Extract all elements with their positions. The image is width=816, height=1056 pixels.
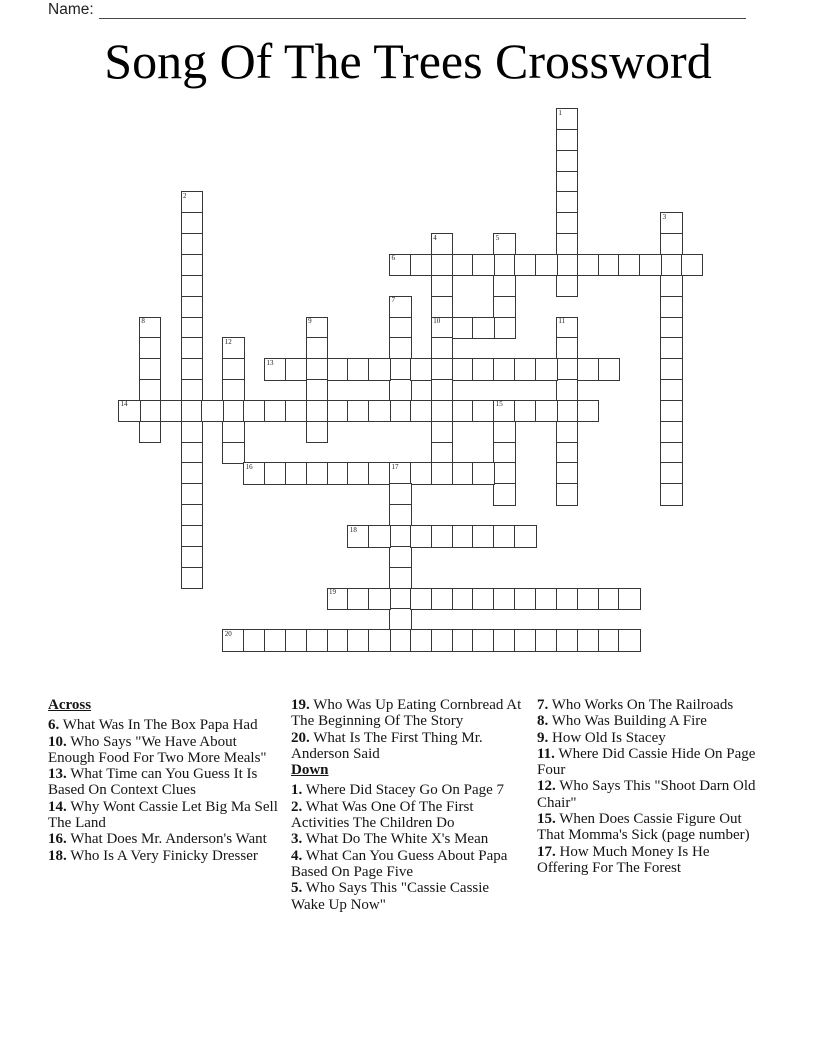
grid-cell[interactable] — [306, 317, 329, 340]
clue-item: 7. Who Works On The Railroads — [537, 697, 734, 713]
clue-item: 20. What Is The First Thing Mr. Anderson Said — [291, 729, 483, 762]
grid-cell[interactable] — [389, 337, 412, 360]
grid-cell[interactable] — [577, 358, 600, 381]
cell-number: 15 — [495, 400, 503, 409]
grid-cell[interactable] — [639, 254, 662, 277]
grid-cell[interactable] — [222, 629, 245, 652]
grid-cell[interactable] — [452, 254, 475, 277]
grid-cell[interactable] — [431, 588, 454, 611]
grid-cell[interactable] — [660, 421, 683, 444]
grid-cell[interactable] — [389, 567, 412, 590]
grid-cell[interactable] — [285, 400, 308, 423]
grid-cell[interactable] — [452, 525, 475, 548]
grid-cell[interactable] — [514, 588, 537, 611]
cell-number: 6 — [391, 254, 396, 263]
clues-column-3 — [537, 697, 762, 876]
grid-cell[interactable] — [389, 379, 412, 402]
grid-cell[interactable] — [556, 379, 579, 402]
grid-cell[interactable] — [327, 629, 350, 652]
grid-cell[interactable] — [306, 358, 329, 381]
grid-cell[interactable] — [472, 629, 495, 652]
grid-cell[interactable] — [410, 254, 433, 277]
grid-cell[interactable] — [472, 317, 495, 340]
clue-number: 6. — [48, 717, 60, 734]
grid-cell[interactable] — [472, 400, 495, 423]
grid-cell[interactable] — [285, 462, 308, 485]
cell-number: 17 — [391, 462, 399, 471]
grid-cell[interactable] — [556, 233, 579, 256]
cell-number: 8 — [141, 317, 145, 325]
grid-cell[interactable] — [493, 400, 516, 423]
cell-number: 7 — [391, 296, 396, 305]
grid-cell[interactable] — [660, 317, 683, 340]
grid-cell[interactable] — [389, 483, 412, 506]
grid-cell[interactable] — [535, 358, 558, 381]
grid-cell[interactable] — [181, 504, 204, 527]
grid-cell[interactable] — [452, 588, 475, 611]
grid-cell[interactable] — [389, 588, 412, 611]
grid-cell[interactable] — [181, 212, 204, 235]
grid-cell[interactable] — [660, 275, 683, 298]
grid-cell[interactable] — [431, 337, 454, 360]
grid-cell[interactable] — [556, 337, 579, 360]
grid-cell[interactable] — [431, 462, 454, 485]
grid-cell[interactable] — [410, 588, 433, 611]
clue-list-header: Down — [291, 762, 329, 779]
clue-number: 18. — [48, 847, 67, 864]
grid-cell[interactable] — [264, 629, 287, 652]
grid-cell[interactable] — [660, 254, 683, 277]
grid-cell[interactable] — [452, 629, 475, 652]
grid-cell[interactable] — [389, 462, 412, 485]
cell-number: 2 — [183, 191, 187, 200]
grid-cell[interactable] — [660, 212, 683, 235]
grid-cell[interactable] — [139, 358, 162, 381]
cell-number: 4 — [433, 233, 437, 242]
grid-cell[interactable] — [660, 358, 683, 381]
grid-cell[interactable] — [389, 525, 412, 548]
name-label: Name: — [48, 1, 94, 18]
clue-item: 17. How Much Money Is He Offering For The Forest — [537, 843, 710, 876]
clue-number: 13. — [48, 766, 67, 783]
grid-cell[interactable] — [556, 150, 579, 173]
grid-cell[interactable] — [556, 358, 579, 381]
grid-cell[interactable] — [493, 421, 516, 444]
cell-number: 12 — [224, 337, 232, 346]
clue-number: 10. — [48, 733, 67, 750]
grid-cell[interactable] — [577, 400, 600, 423]
grid-cell[interactable] — [347, 588, 370, 611]
grid-cell[interactable] — [368, 588, 391, 611]
grid-cell[interactable] — [327, 400, 350, 423]
grid-cell[interactable] — [139, 337, 162, 360]
grid-cell[interactable] — [243, 400, 266, 423]
grid-cell[interactable] — [181, 546, 204, 569]
grid-cell[interactable] — [243, 462, 266, 485]
grid-cell[interactable] — [431, 629, 454, 652]
grid-cell[interactable] — [556, 442, 579, 465]
grid-cell[interactable] — [556, 462, 579, 485]
grid-cell[interactable] — [493, 358, 516, 381]
clue-number: 16. — [48, 831, 67, 848]
clue-item: 13. What Time can You Guess It Is Based On Context Clues — [48, 766, 258, 799]
grid-cell[interactable] — [556, 629, 579, 652]
grid-cell[interactable] — [389, 546, 412, 569]
grid-cell[interactable] — [222, 400, 245, 423]
grid-cell[interactable] — [160, 400, 183, 423]
grid-cell[interactable] — [618, 629, 641, 652]
clue-item: 14. Why Wont Cassie Let Big Ma Sell The Land — [48, 798, 278, 832]
grid-cell[interactable] — [493, 629, 516, 652]
grid-cell[interactable] — [222, 337, 245, 360]
clue-item: 2. What Was One Of The First Activities The Children Do — [291, 798, 474, 832]
clue-number: 11. — [537, 745, 555, 762]
grid-cell[interactable] — [452, 317, 475, 340]
page-title: Song Of The Trees Crossword — [104, 33, 712, 89]
grid-cell[interactable] — [514, 629, 537, 652]
grid-cell[interactable] — [431, 358, 454, 381]
cell-number: 9 — [308, 317, 312, 325]
grid-cell[interactable] — [201, 400, 224, 423]
cell-number: 11 — [558, 317, 566, 325]
grid-cell[interactable] — [306, 629, 329, 652]
grid-cell[interactable] — [514, 525, 537, 548]
grid-cell[interactable] — [431, 525, 454, 548]
clue-number: 2. — [291, 798, 303, 815]
grid-cell[interactable] — [410, 462, 433, 485]
grid-cell[interactable] — [306, 400, 329, 423]
grid-cell[interactable] — [389, 400, 412, 423]
grid-cell[interactable] — [514, 358, 537, 381]
clue-number: 7. — [537, 697, 549, 713]
grid-cell[interactable] — [660, 296, 683, 319]
grid-cell[interactable] — [181, 567, 204, 590]
grid-cell[interactable] — [139, 421, 162, 444]
cell-number: 18 — [349, 525, 357, 534]
grid-cell[interactable] — [306, 379, 329, 402]
grid-cell[interactable] — [660, 442, 683, 465]
grid-cell[interactable] — [472, 358, 495, 381]
grid-cell[interactable] — [452, 400, 475, 423]
grid-cell[interactable] — [181, 379, 204, 402]
clue-number: 8. — [537, 713, 549, 730]
grid-cell[interactable] — [556, 275, 579, 298]
grid-cell[interactable] — [389, 358, 412, 381]
grid-cell[interactable] — [472, 462, 495, 485]
grid-cell[interactable] — [493, 254, 516, 277]
grid-cell[interactable] — [327, 462, 350, 485]
grid-cell[interactable] — [472, 254, 495, 277]
grid-cell[interactable] — [347, 462, 370, 485]
grid-cell[interactable] — [181, 317, 204, 340]
clue-number: 9. — [537, 729, 549, 746]
grid-cell[interactable] — [556, 171, 579, 194]
grid-cell[interactable] — [577, 588, 600, 611]
grid-cell[interactable] — [181, 525, 204, 548]
grid-cell[interactable] — [452, 358, 475, 381]
grid-cell[interactable] — [556, 212, 579, 235]
grid-cell[interactable] — [598, 254, 621, 277]
grid-cell[interactable] — [493, 588, 516, 611]
clue-item: 15. When Does Cassie Figure Out That Momma's Sick (page number) — [537, 811, 750, 844]
grid-cell[interactable] — [181, 337, 204, 360]
grid-cell[interactable] — [139, 317, 162, 340]
grid-cell[interactable] — [264, 358, 287, 381]
grid-cell[interactable] — [264, 400, 287, 423]
grid-cell[interactable] — [181, 421, 204, 444]
clue-number: 5. — [291, 880, 303, 897]
grid-cell[interactable] — [389, 629, 412, 652]
grid-cell[interactable] — [660, 483, 683, 506]
grid-cell[interactable] — [493, 462, 516, 485]
grid-cell[interactable] — [660, 379, 683, 402]
clues-column-1 — [48, 697, 284, 864]
grid-cell[interactable] — [347, 629, 370, 652]
clue-item: 1. Where Did Stacey Go On Page 7 — [291, 782, 505, 799]
cell-number: 14 — [120, 400, 128, 409]
grid-cell[interactable] — [535, 629, 558, 652]
grid-cell[interactable] — [598, 358, 621, 381]
grid-cell[interactable] — [181, 191, 204, 214]
clue-number: 3. — [291, 831, 303, 848]
grid-cell[interactable] — [306, 462, 329, 485]
grid-cell[interactable] — [431, 421, 454, 444]
cell-number: 19 — [329, 588, 336, 597]
grid-cell[interactable] — [222, 358, 245, 381]
grid-cell[interactable] — [368, 462, 391, 485]
grid-cell[interactable] — [556, 108, 579, 131]
grid-cell[interactable] — [452, 462, 475, 485]
grid-cell[interactable] — [681, 254, 704, 277]
grid-cell[interactable] — [618, 254, 641, 277]
grid-cell[interactable] — [410, 400, 433, 423]
grid-cell[interactable] — [431, 317, 454, 340]
cell-number: 16 — [245, 462, 253, 471]
clue-list-header: Across — [48, 697, 92, 713]
grid-cell[interactable] — [181, 233, 204, 256]
grid-cell[interactable] — [139, 400, 162, 423]
clue-number: 12. — [537, 778, 556, 795]
grid-cell[interactable] — [181, 400, 204, 423]
grid-cell[interactable] — [431, 379, 454, 402]
grid-cell[interactable] — [368, 629, 391, 652]
grid-cell[interactable] — [222, 442, 245, 465]
grid-cell[interactable] — [181, 296, 204, 319]
grid-cell[interactable] — [347, 525, 370, 548]
grid-cell[interactable] — [368, 400, 391, 423]
grid-cell[interactable] — [389, 296, 412, 319]
grid-cell[interactable] — [347, 400, 370, 423]
grid-cell[interactable] — [556, 317, 579, 340]
clue-number: 4. — [291, 847, 303, 864]
grid-cell[interactable] — [431, 275, 454, 298]
grid-cell[interactable] — [535, 588, 558, 611]
grid-cell[interactable] — [431, 233, 454, 256]
clue-item: 5. Who Says This "Cassie Cassie Wake Up Now" — [291, 880, 490, 913]
grid-cell[interactable] — [181, 442, 204, 465]
grid-cell[interactable] — [285, 629, 308, 652]
grid-cell[interactable] — [368, 358, 391, 381]
clue-item: 3. What Do The White X's Mean — [291, 831, 489, 848]
clue-item: 10. Who Says "We Have About Enough Food For Two More Meals" — [48, 733, 267, 766]
grid-cell[interactable] — [410, 358, 433, 381]
grid-cell[interactable] — [556, 588, 579, 611]
grid-cell[interactable] — [598, 629, 621, 652]
grid-cell[interactable] — [556, 191, 579, 214]
clue-number: 20. — [291, 729, 310, 746]
cell-number: 10 — [433, 317, 441, 325]
grid-cell[interactable] — [556, 400, 579, 423]
clue-item: 4. What Can You Guess About Papa Based On Page Five — [291, 847, 508, 880]
cell-number: 13 — [266, 358, 274, 367]
name-input-line[interactable] — [99, 0, 746, 19]
grid-cell[interactable] — [556, 421, 579, 444]
clue-number: 1. — [291, 782, 303, 799]
clue-item: 9. How Old Is Stacey — [537, 729, 666, 746]
grid-cell[interactable] — [222, 379, 245, 402]
grid-cell[interactable] — [222, 421, 245, 444]
clue-item: 6. What Was In The Box Papa Had — [48, 717, 258, 734]
clue-item: 11. Where Did Cassie Hide On Page Four — [537, 745, 756, 779]
grid-cell[interactable] — [389, 317, 412, 340]
clue-number: 17. — [537, 843, 556, 860]
grid-cell[interactable] — [389, 254, 412, 277]
grid-cell[interactable] — [598, 588, 621, 611]
grid-cell[interactable] — [493, 442, 516, 465]
grid-cell[interactable] — [410, 629, 433, 652]
grid-cell[interactable] — [389, 504, 412, 527]
grid-cell[interactable] — [431, 442, 454, 465]
grid-cell[interactable] — [243, 629, 266, 652]
crossword-grid — [118, 108, 706, 654]
clue-item: 18. Who Is A Very Finicky Dresser — [48, 847, 258, 864]
grid-cell[interactable] — [618, 588, 641, 611]
grid-cell[interactable] — [472, 588, 495, 611]
grid-cell[interactable] — [306, 337, 329, 360]
cell-number: 5 — [495, 233, 500, 242]
grid-cell[interactable] — [431, 296, 454, 319]
grid-cell[interactable] — [493, 233, 516, 256]
grid-cell[interactable] — [577, 629, 600, 652]
grid-cell[interactable] — [118, 400, 141, 423]
grid-cell[interactable] — [660, 233, 683, 256]
grid-cell[interactable] — [139, 379, 162, 402]
grid-cell[interactable] — [493, 483, 516, 506]
grid-cell[interactable] — [389, 608, 412, 631]
grid-cell[interactable] — [556, 254, 579, 277]
cell-number: 20 — [224, 629, 232, 638]
clue-item: 8. Who Was Building A Fire — [537, 713, 707, 730]
grid-cell[interactable] — [181, 254, 204, 277]
grid-cell[interactable] — [347, 358, 370, 381]
grid-cell[interactable] — [181, 358, 204, 381]
clue-number: 19. — [291, 697, 310, 713]
grid-cell[interactable] — [660, 337, 683, 360]
grid-cell[interactable] — [535, 254, 558, 277]
clue-item: 12. Who Says This "Shoot Darn Old Chair" — [537, 778, 756, 811]
grid-cell[interactable] — [556, 483, 579, 506]
grid-cell[interactable] — [431, 400, 454, 423]
grid-cell[interactable] — [410, 525, 433, 548]
grid-cell[interactable] — [327, 588, 350, 611]
grid-cell[interactable] — [556, 129, 579, 152]
clue-number: 15. — [537, 811, 556, 828]
grid-cell[interactable] — [660, 462, 683, 485]
grid-cell[interactable] — [264, 462, 287, 485]
grid-cell[interactable] — [181, 462, 204, 485]
grid-cell[interactable] — [493, 275, 516, 298]
grid-cell[interactable] — [514, 254, 537, 277]
grid-cell[interactable] — [577, 254, 600, 277]
grid-cell[interactable] — [514, 400, 537, 423]
grid-cell[interactable] — [493, 296, 516, 319]
clue-item: 19. Who Was Up Eating Cornbread At The Beginning Of The Story — [291, 697, 522, 730]
cell-number: 3 — [662, 212, 667, 221]
grid-cell[interactable] — [660, 400, 683, 423]
grid-cell[interactable] — [431, 254, 454, 277]
name-row — [0, 0, 816, 22]
grid-cell[interactable] — [493, 525, 516, 548]
grid-cell[interactable] — [181, 483, 204, 506]
clues-column-2 — [291, 697, 523, 913]
grid-cell[interactable] — [285, 358, 308, 381]
cell-number: 1 — [558, 108, 562, 117]
clue-number: 14. — [48, 798, 67, 815]
grid-cell[interactable] — [472, 525, 495, 548]
grid-cell[interactable] — [368, 525, 391, 548]
grid-cell[interactable] — [535, 400, 558, 423]
grid-cell[interactable] — [493, 317, 516, 340]
grid-cell[interactable] — [181, 275, 204, 298]
grid-cell[interactable] — [306, 421, 329, 444]
grid-cell[interactable] — [327, 358, 350, 381]
clue-item: 16. What Does Mr. Anderson's Want — [48, 831, 267, 848]
